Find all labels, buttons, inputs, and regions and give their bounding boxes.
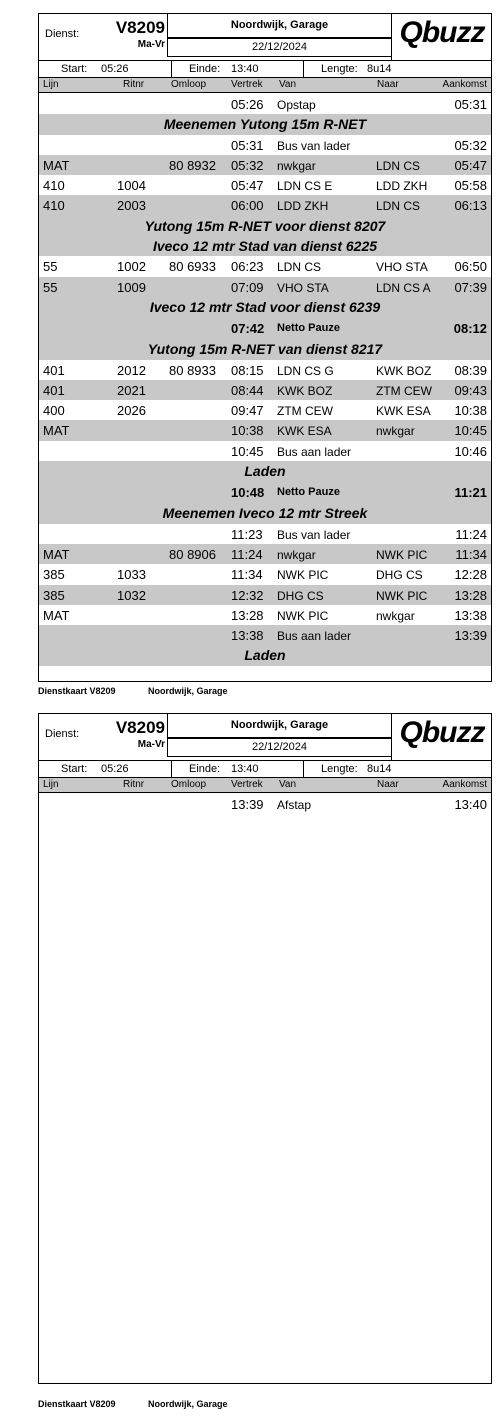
cell-omloop: 80 8932 — [169, 157, 216, 173]
section-title: Meenemen Iveco 12 mtr Streek — [162, 505, 368, 522]
section-title-row — [39, 461, 491, 481]
cell-aankomst: 08:12 — [453, 321, 487, 337]
col-omloop: Omloop — [171, 79, 207, 90]
location-title: Noordwijk, Garage — [230, 719, 329, 731]
cell-vertrek: 12:32 — [231, 587, 264, 603]
cell-vertrek: 10:38 — [231, 423, 264, 439]
dienst-number: V8209 — [115, 18, 165, 37]
table-row — [39, 256, 491, 276]
cell-naar: NWK PIC — [376, 588, 428, 603]
cell-vertrek: 11:23 — [231, 526, 263, 542]
table-row — [39, 277, 491, 297]
col-van: Van — [279, 79, 297, 90]
cell-naar: ZTM CEW — [376, 383, 432, 398]
cell-vertrek: 11:24 — [231, 546, 263, 562]
cell-lijn: MAT — [43, 546, 70, 562]
cell-aankomst: 05:47 — [454, 157, 487, 173]
footer-location: Noordwijk, Garage — [148, 1399, 228, 1409]
lengte-value: 8u14 — [367, 763, 392, 775]
cell-vertrek: 13:38 — [231, 628, 264, 644]
section-title-row — [39, 645, 491, 665]
section-title-row — [39, 216, 491, 236]
times-row — [39, 760, 491, 778]
col-aankomst: Aankomst — [442, 79, 487, 90]
cell-lijn: 410 — [43, 198, 65, 214]
cell-lijn: 401 — [43, 382, 65, 398]
cell-naar: LDN CS — [376, 158, 421, 173]
cell-naar: NWK PIC — [376, 547, 428, 562]
cell-omloop: 80 6933 — [169, 259, 216, 275]
section-title-row — [39, 236, 491, 256]
lengte-value: 8u14 — [367, 63, 392, 75]
column-header — [39, 78, 491, 93]
cell-van: Netto Pauze — [277, 486, 340, 499]
cell-van: nwkgar — [277, 158, 316, 173]
cell-aankomst: 11:24 — [455, 526, 487, 542]
cell-van: nwkgar — [277, 547, 316, 562]
col-van: Van — [279, 779, 297, 790]
service-date: 22/12/2024 — [251, 741, 308, 753]
cell-naar: KWK BOZ — [376, 363, 432, 378]
table-row — [39, 175, 491, 195]
section-title: Laden — [244, 647, 286, 664]
cell-vertrek: 10:45 — [231, 443, 264, 459]
cell-van: Bus aan lader — [277, 444, 352, 459]
cell-vertrek: 07:42 — [231, 321, 265, 337]
col-naar: Naar — [377, 79, 399, 90]
section-title-row — [39, 297, 491, 317]
qbuzz-logo: Qbuzz — [399, 716, 485, 749]
times-row — [39, 60, 491, 78]
table-row — [39, 544, 491, 564]
table-row — [39, 605, 491, 625]
service-date: 22/12/2024 — [251, 41, 308, 53]
cell-aankomst: 06:13 — [454, 198, 487, 214]
table-row — [39, 625, 491, 645]
cell-van: Bus aan lader — [277, 629, 352, 644]
cell-vertrek: 09:47 — [231, 403, 264, 419]
table-row — [39, 420, 491, 440]
cell-lijn: MAT — [43, 607, 70, 623]
cell-vertrek: 13:28 — [231, 607, 264, 623]
col-lijn: Lijn — [43, 779, 59, 790]
cell-omloop: 80 8906 — [169, 546, 216, 562]
cell-aankomst: 10:46 — [454, 443, 487, 459]
cell-naar: nwkgar — [376, 424, 415, 439]
table-row — [39, 794, 491, 814]
cell-ritnr: 1009 — [117, 279, 146, 295]
table-row — [39, 400, 491, 420]
cell-lijn: MAT — [43, 157, 70, 173]
dienstkaart-page-1 — [38, 13, 492, 682]
col-ritnr: Ritnr — [123, 779, 145, 790]
qbuzz-logo: Qbuzz — [399, 16, 485, 49]
cell-naar: LDN CS — [376, 199, 421, 214]
cell-naar: KWK ESA — [376, 404, 431, 419]
pause-row — [39, 317, 491, 339]
cell-van: LDN CS — [277, 260, 322, 275]
header-divider — [167, 37, 392, 38]
cell-lijn: MAT — [43, 423, 70, 439]
cell-ritnr: 1032 — [117, 587, 146, 603]
cell-aankomst: 11:21 — [454, 485, 487, 501]
cell-aankomst: 13:38 — [454, 607, 487, 623]
cell-lijn: 401 — [43, 362, 65, 378]
cell-aankomst: 10:45 — [454, 423, 487, 439]
section-title: Meenemen Yutong 15m R-NET — [163, 116, 367, 133]
cell-vertrek: 08:44 — [231, 382, 264, 398]
cell-vertrek: 10:48 — [231, 485, 265, 501]
dienst-days: Ma-Vr — [137, 39, 165, 50]
dienst-label: Dienst: — [45, 728, 80, 740]
column-header — [39, 778, 491, 793]
lengte-label: Lengte: — [321, 763, 358, 775]
section-title: Laden — [244, 463, 286, 480]
cell-naar: DHG CS — [376, 568, 423, 583]
times-divider — [171, 761, 172, 778]
cell-lijn: 55 — [43, 279, 58, 295]
cell-aankomst: 11:34 — [455, 546, 487, 562]
cell-van: Afstap — [277, 798, 312, 812]
section-title: Iveco 12 mtr Stad voor dienst 6239 — [149, 298, 381, 315]
cell-van: LDN CS G — [277, 363, 334, 378]
cell-aankomst: 07:39 — [454, 279, 487, 295]
cell-van: NWK PIC — [277, 568, 329, 583]
table-row — [39, 195, 491, 215]
cell-aankomst: 13:40 — [454, 797, 487, 812]
cell-van: ZTM CEW — [277, 404, 333, 419]
schedule-rows — [39, 794, 491, 814]
cell-lijn: 410 — [43, 178, 65, 194]
table-row — [39, 380, 491, 400]
col-lijn: Lijn — [43, 79, 59, 90]
cell-naar: VHO STA — [376, 260, 428, 275]
page-header — [39, 714, 491, 797]
cell-van: LDN CS E — [277, 179, 333, 194]
schedule-rows — [39, 94, 491, 666]
cell-ritnr: 2021 — [117, 382, 146, 398]
table-row — [39, 524, 491, 544]
cell-aankomst: 09:43 — [454, 382, 487, 398]
cell-vertrek: 05:32 — [231, 157, 264, 173]
einde-label: Einde: — [189, 63, 221, 75]
cell-vertrek: 06:23 — [231, 259, 264, 275]
start-time: 05:26 — [101, 63, 129, 75]
pause-row — [39, 481, 491, 503]
cell-aankomst: 13:28 — [454, 587, 487, 603]
cell-naar: LDD ZKH — [376, 179, 428, 194]
footer-dienstkaart: Dienstkaart V8209 — [38, 1399, 116, 1409]
start-time: 05:26 — [101, 763, 129, 775]
cell-vertrek: 05:26 — [231, 97, 264, 112]
cell-vertrek: 08:15 — [231, 362, 264, 378]
cell-aankomst: 05:31 — [454, 97, 487, 112]
start-label: Start: — [61, 763, 88, 775]
cell-aankomst: 12:28 — [454, 567, 487, 583]
section-title-row — [39, 503, 491, 523]
cell-lijn: 55 — [43, 259, 58, 275]
cell-van: VHO STA — [277, 280, 329, 295]
times-divider — [171, 61, 172, 78]
cell-vertrek: 06:00 — [231, 198, 264, 214]
cell-van: Netto Pauze — [277, 322, 340, 335]
col-naar: Naar — [377, 779, 399, 790]
page-header — [39, 14, 491, 97]
lengte-label: Lengte: — [321, 63, 358, 75]
cell-van: NWK PIC — [277, 608, 329, 623]
table-row — [39, 564, 491, 584]
cell-aankomst: 13:39 — [454, 628, 487, 644]
dienstkaart-page-2 — [38, 713, 492, 1384]
cell-ritnr: 1004 — [117, 178, 146, 194]
cell-lijn: 385 — [43, 587, 65, 603]
einde-time: 13:40 — [231, 63, 259, 75]
cell-ritnr: 2012 — [117, 362, 146, 378]
cell-van: Bus van lader — [277, 527, 351, 542]
cell-ritnr: 2003 — [117, 198, 146, 214]
section-title: Iveco 12 mtr Stad van dienst 6225 — [152, 238, 378, 255]
table-row — [39, 94, 491, 114]
section-title: Yutong 15m R-NET van dienst 8217 — [147, 341, 383, 358]
cell-vertrek: 05:47 — [231, 178, 264, 194]
cell-aankomst: 05:32 — [454, 137, 487, 153]
cell-aankomst: 05:58 — [454, 178, 487, 194]
cell-ritnr: 1002 — [117, 259, 146, 275]
col-omloop: Omloop — [171, 779, 207, 790]
cell-omloop: 80 8933 — [169, 362, 216, 378]
table-row — [39, 585, 491, 605]
table-row — [39, 441, 491, 461]
cell-lijn: 400 — [43, 403, 65, 419]
cell-ritnr: 2026 — [117, 403, 146, 419]
cell-van: KWK BOZ — [277, 383, 333, 398]
cell-aankomst: 06:50 — [454, 259, 487, 275]
dienst-number: V8209 — [115, 718, 165, 737]
cell-lijn: 385 — [43, 567, 65, 583]
header-divider — [167, 737, 392, 738]
location-title: Noordwijk, Garage — [230, 19, 329, 31]
footer-dienstkaart: Dienstkaart V8209 — [38, 686, 116, 696]
start-label: Start: — [61, 63, 88, 75]
times-divider — [303, 61, 304, 78]
einde-label: Einde: — [189, 763, 221, 775]
col-vertrek: Vertrek — [231, 779, 263, 790]
table-row — [39, 155, 491, 175]
col-aankomst: Aankomst — [442, 779, 487, 790]
table-row — [39, 135, 491, 155]
cell-naar: nwkgar — [376, 608, 415, 623]
cell-aankomst: 10:38 — [454, 403, 487, 419]
cell-vertrek: 11:34 — [231, 567, 263, 583]
cell-van: DHG CS — [277, 588, 324, 603]
cell-aankomst: 08:39 — [454, 362, 487, 378]
dienst-days: Ma-Vr — [137, 739, 165, 750]
einde-time: 13:40 — [231, 763, 259, 775]
table-row — [39, 360, 491, 380]
cell-vertrek: 05:31 — [231, 137, 264, 153]
cell-van: Bus van lader — [277, 138, 351, 153]
cell-vertrek: 07:09 — [231, 279, 264, 295]
dienst-label: Dienst: — [45, 28, 80, 40]
cell-van: Opstap — [277, 98, 316, 112]
cell-naar: LDN CS A — [376, 280, 431, 295]
times-divider — [303, 761, 304, 778]
section-title-row — [39, 339, 491, 359]
section-title: Yutong 15m R-NET voor dienst 8207 — [144, 217, 386, 234]
cell-van: LDD ZKH — [277, 199, 329, 214]
cell-ritnr: 1033 — [117, 567, 146, 583]
cell-van: KWK ESA — [277, 424, 332, 439]
col-ritnr: Ritnr — [123, 79, 145, 90]
col-vertrek: Vertrek — [231, 79, 263, 90]
footer-location: Noordwijk, Garage — [148, 686, 228, 696]
cell-vertrek: 13:39 — [231, 797, 264, 812]
section-title-row — [39, 114, 491, 134]
